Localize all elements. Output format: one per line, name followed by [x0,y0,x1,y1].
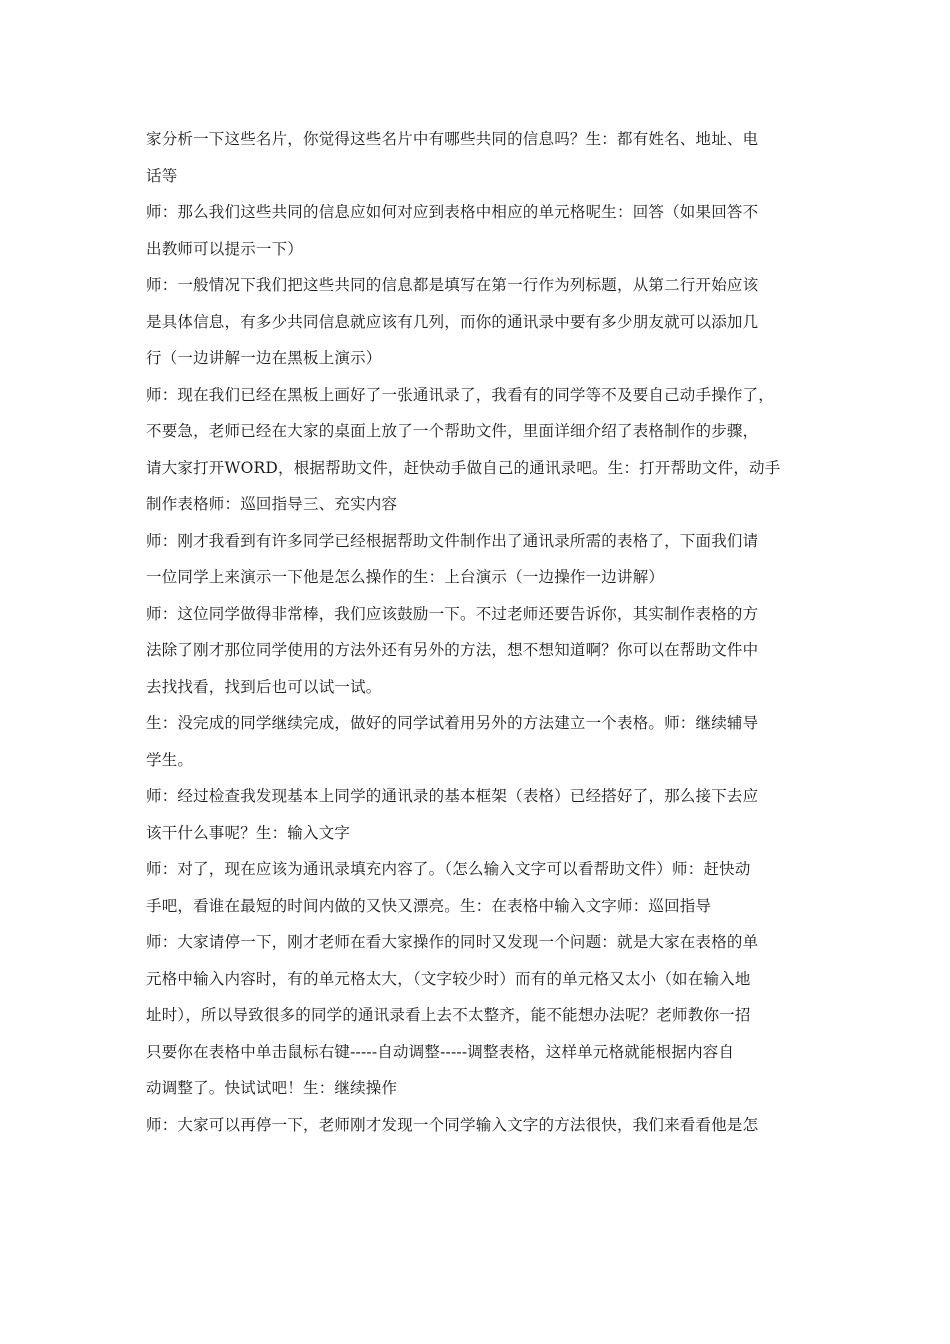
text-line: 师：那么我们这些共同的信息应如何对应到表格中相应的单元格呢生：回答（如果回答不 [146,203,759,221]
text-line: 该干什么事呢？生：输入文字 [146,823,351,842]
text-line: 元格中输入内容时，有的单元格太大，（文字较少时）而有的单元格又太小（如在输入地 [146,969,751,988]
text-line: 生：没完成的同学继续完成，做好的同学试着用另外的方法建立一个表格。师：继续辅导 [146,714,759,732]
text-line: 是具体信息，有多少共同信息就应该有几列，而你的通讯录中要有多少朋友就可以添加几 [146,312,759,331]
text-line: 去找找看，找到后也可以试一试。 [146,677,382,696]
text-line: 话等 [146,166,178,185]
paragraph [146,377,816,523]
text-line: 师：大家请停一下，刚才老师在看大家操作的同时又发现一个问题：就是大家在表格的单 [146,933,759,951]
paragraph [146,194,816,267]
text-line: 请大家打开WORD，根据帮助文件，赶快动手做自己的通讯录吧。生：打开帮助文件，动手 [146,458,781,477]
text-line: 一位同学上来演示一下他是怎么操作的生：上台演示（一边操作一边讲解） [146,568,665,586]
text-line: 手吧，看谁在最短的时间内做的又快又漂亮。生：在表格中输入文字师：巡回指导 [146,896,712,915]
paragraph [146,851,816,924]
document-body [146,121,816,1143]
text-line: 师：这位同学做得非常棒，我们应该鼓励一下。不过老师还要告诉你，其实制作表格的方 [146,604,759,623]
paragraph [146,523,816,596]
text-line: 行（一边讲解一边在黑板上演示） [146,349,382,367]
text-line: 不要急，老师已经在大家的桌面上放了一个帮助文件，里面详细介绍了表格制作的步骤， [146,422,759,440]
text-line: 法除了刚才那位同学使用的方法外还有另外的方法，想不想知道啊？你可以在帮助文件中 [146,641,759,659]
text-line: 学生。 [146,750,194,769]
text-line: 师：对了，现在应该为通讯录填充内容了。（怎么输入文字可以看帮助文件）师：赶快动 [146,860,751,878]
text-line: 制作表格师：巡回指导三、充实内容 [146,495,398,513]
paragraph [146,267,816,377]
text-line: 师：一般情况下我们把这些共同的信息都是填写在第一行作为列标题，从第二行开始应该 [146,276,759,294]
text-line: 动调整了。快试试吧！生：继续操作 [146,1079,398,1097]
paragraph [146,121,816,194]
text-line: 只要你在表格中单击鼠标右键-----自动调整-----调整表格，这样单元格就能根据内容自 [146,1042,735,1061]
paragraph [146,705,816,778]
text-line: 址时），所以导致很多的同学的通讯录看上去不太整齐，能不能想办法呢？老师教你一招 [146,1006,751,1024]
paragraph [146,924,816,1107]
text-line: 师：刚才我看到有许多同学已经根据帮助文件制作出了通讯录所需的表格了，下面我们请 [146,531,759,550]
text-line: 出教师可以提示一下） [146,239,304,258]
paragraph [146,778,816,851]
paragraph [146,596,816,706]
text-line: 师：现在我们已经在黑板上画好了一张通讯录了，我看有的同学等不及要自己动手操作了， [146,385,775,404]
paragraph [146,1107,816,1144]
text-line: 师：经过检查我发现基本上同学的通讯录的基本框架（表格）已经搭好了，那么接下去应 [146,787,759,805]
text-line: 师：大家可以再停一下，老师刚才发现一个同学输入文字的方法很快，我们来看看他是怎 [146,1115,759,1134]
text-line: 家分析一下这些名片，你觉得这些名片中有哪些共同的信息吗？生：都有姓名、地址、电 [146,130,759,148]
